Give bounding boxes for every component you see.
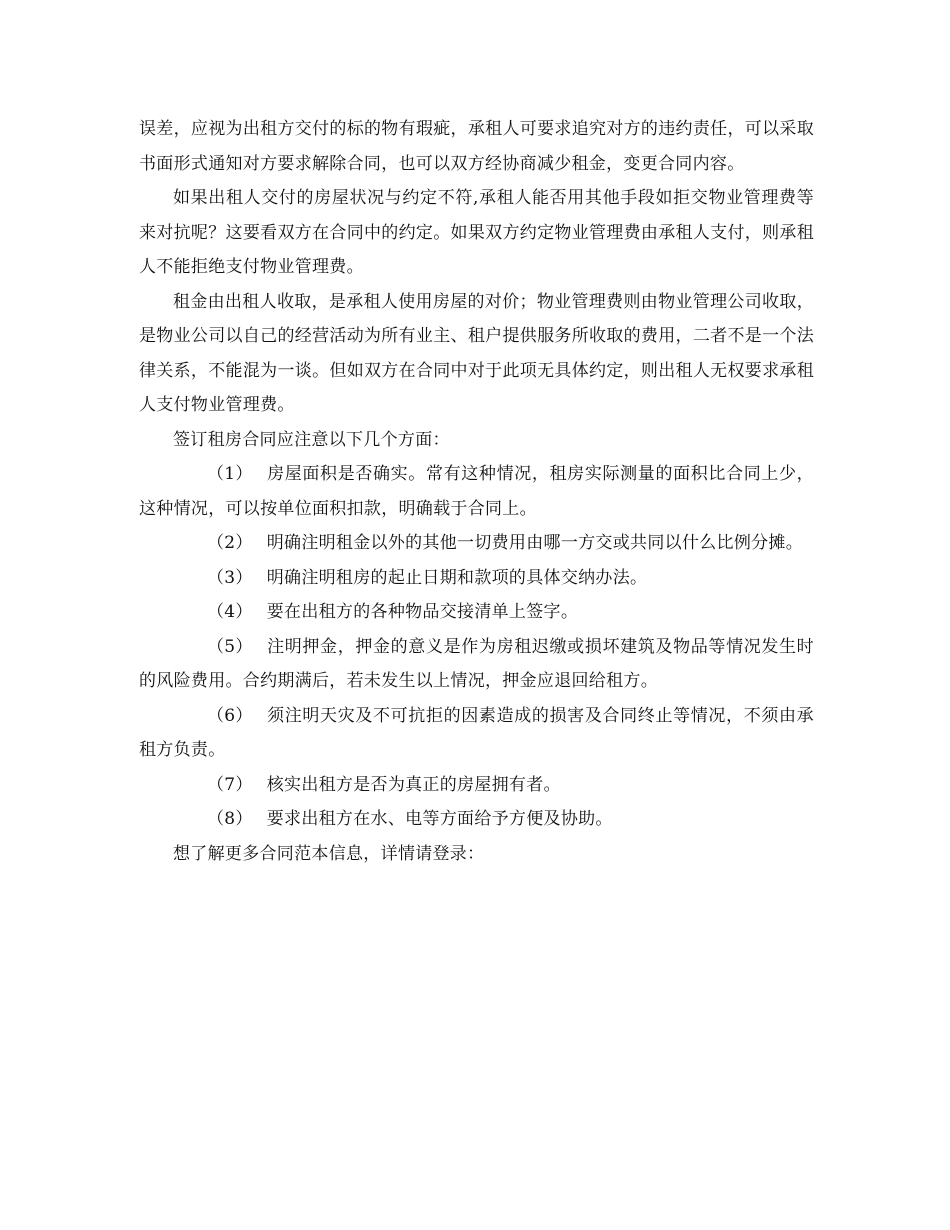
document-page xyxy=(139,112,814,871)
list-item-number: （2） xyxy=(207,533,253,553)
list-item-text: 注明押金，押金的意义是作为房租迟缴或损坏建筑及物品等情况发生时的风险费用。合约期满后，若未发生以上情况，押金应退回给租方。 xyxy=(139,636,814,691)
list-item-text: 明确注明租房的起止日期和款项的具体交纳办法。 xyxy=(266,567,648,588)
paragraph-rent-vs-fee: 租金由出租人收取，是承租人使用房屋的对价；物业管理费则由物业管理公司收取，是物业公司以自己的经营活动为所有业主、租户提供服务所收取的费用，二者不是一个法律关系，不能混为一谈。但如双方在合同中对于此项无具体约定，则出租人无权要求承租人支付物业管理费。 xyxy=(139,291,814,415)
list-item xyxy=(139,802,814,837)
list-item-text: 须注明天灾及不可抗拒的因素造成的损害及合同终止等情况，不须由承租方负责。 xyxy=(139,705,814,760)
list-item xyxy=(139,699,814,768)
list-item-number: （4） xyxy=(207,602,253,622)
list-item xyxy=(139,561,814,596)
list-item-number: （5） xyxy=(207,636,253,657)
list-item-text: 明确注明租金以外的其他一切费用由哪一方交或共同以什么比例分摊。 xyxy=(266,533,804,553)
list-item xyxy=(139,595,814,630)
paragraph-continuation: 误差，应视为出租方交付的标的物有瑕疵，承租人可要求追究对方的违约责任，可以采取书面形式通知对方要求解除合同，也可以双方经协商减少租金，变更合同内容。 xyxy=(139,119,814,174)
list-item xyxy=(139,630,814,699)
list-item-text: 核实出租方是否为真正的房屋拥有者。 xyxy=(266,774,561,795)
list-item-number: （8） xyxy=(207,809,253,829)
list-item-text: 房屋面积是否确实。常有这种情况，租房实际测量的面积比合同上少，这种情况，可以按单位面积扣款，明确载于合同上。 xyxy=(139,464,814,519)
list-item xyxy=(139,457,814,526)
paragraph-property-fee: 如果出租人交付的房屋状况与约定不符,承租人能否用其他手段如拒交物业管理费等来对抗呢？这要看双方在合同中的约定。如果双方约定物业管理费由承租人支付，则承租人不能拒绝支付物业管理费。 xyxy=(139,188,814,277)
paragraph-list-intro: 签订租房合同应注意以下几个方面： xyxy=(173,429,450,450)
list-item-text: 要在出租方的各种物品交接清单上签字。 xyxy=(266,602,579,622)
list-item-number: （1） xyxy=(207,464,253,484)
list-item-number: （7） xyxy=(207,774,253,795)
list-item-text: 要求出租方在水、电等方面给予方便及协助。 xyxy=(266,809,613,829)
list-item xyxy=(139,526,814,561)
list-item-number: （3） xyxy=(207,567,253,588)
closing-line: 想了解更多合同范本信息，详情请登录： xyxy=(173,843,485,864)
list-item xyxy=(139,768,814,803)
list-item-number: （6） xyxy=(207,705,253,726)
